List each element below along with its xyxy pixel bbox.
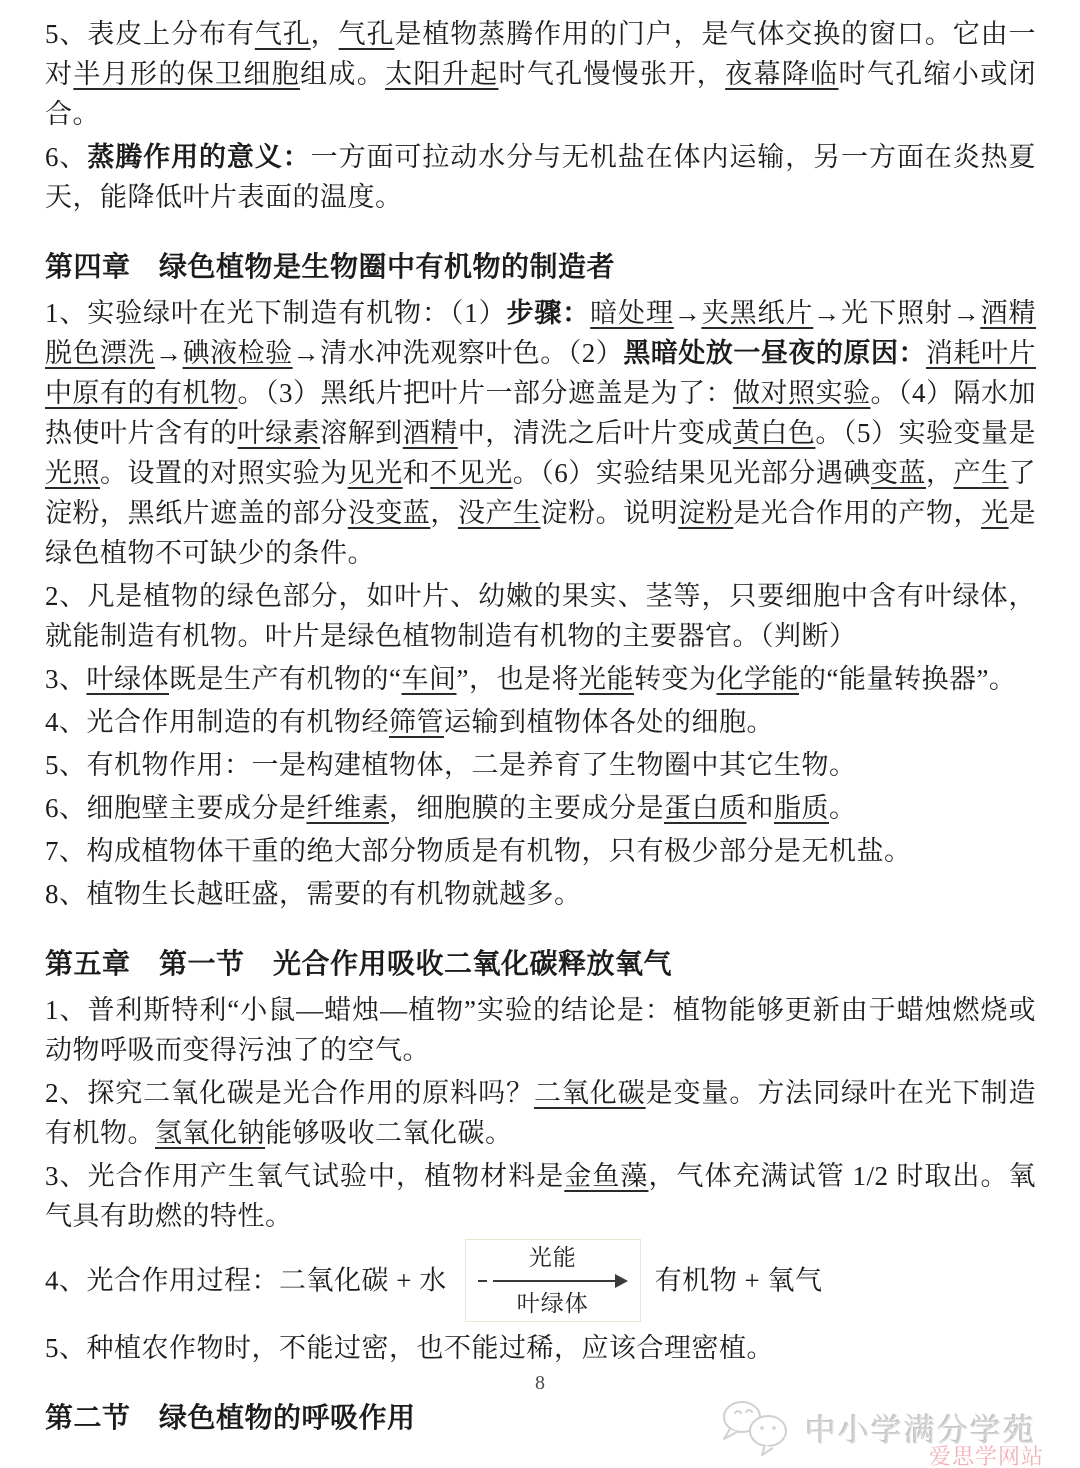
- paragraph-growth-organics: [45, 874, 1036, 914]
- underlined-run: 气孔: [254, 19, 311, 49]
- text-run: 4、光合作用制造的有机物经: [45, 707, 389, 737]
- paragraph-organic-function: [45, 745, 1036, 785]
- wechat-bubbles-icon: [719, 1398, 795, 1456]
- arrow-dash: [478, 1280, 487, 1282]
- text-run: 5、表皮上分布有: [45, 19, 255, 49]
- underlined-run: 光: [981, 498, 1009, 528]
- text-run: 7、构成植物体干重的绝大部分物质是有机物，只有极少部分是无机盐。: [45, 836, 912, 866]
- paragraph-priestley-experiment: [45, 990, 1036, 1070]
- text-run: 组成。: [300, 59, 386, 89]
- text-run: 是变量。方法同绿叶在光下制造有机物。: [45, 1078, 1037, 1148]
- paragraph-stomata: [45, 14, 1036, 134]
- text-run: ，气体充满试管 1/2 时取出。氧气具有助燃的特性。: [45, 1161, 1037, 1231]
- text-run: →光下照射→: [813, 298, 981, 328]
- underlined-run: 车间: [401, 664, 457, 694]
- text-run: 时气孔缩小或闭合。: [45, 59, 1037, 129]
- reaction-condition-box: [465, 1239, 641, 1322]
- arrow-shaft: [493, 1280, 616, 1282]
- underlined-run: 氢氧化钠: [155, 1118, 265, 1148]
- underlined-run: 酒精: [402, 418, 458, 448]
- underlined-run: 夜幕降临: [725, 59, 839, 89]
- underlined-run: 脂质: [774, 793, 829, 823]
- text-run: 的“能量转换器”。: [798, 664, 1017, 694]
- text-run: 3、光合作用产生氧气试验中，植物材料是: [45, 1161, 565, 1191]
- bold-run: 蒸腾作用的意义：: [87, 142, 311, 172]
- bold-run: 黑暗处放一昼夜的原因：: [623, 338, 926, 368]
- chapter4-heading: 第四章 绿色植物是生物圈中有机物的制造者: [45, 251, 616, 282]
- text-run: 是绿色植物不可缺少的条件。: [45, 498, 1037, 568]
- underlined-run: 纤维素: [306, 793, 389, 823]
- text-run: 5、有机物作用：一是构建植物体，二是养育了生物圈中其它生物。: [45, 750, 857, 780]
- paragraph-experiment-light-organics: [45, 293, 1036, 573]
- text-run: 1、实验绿叶在光下制造有机物：（1）: [45, 298, 507, 328]
- text-run: 。（5）实验变量是: [815, 418, 1037, 448]
- bold-run: 步骤：: [506, 298, 591, 328]
- formula-reactants: 4、光合作用过程：二氧化碳 + 水: [45, 1265, 447, 1296]
- text-run: 既是生产有机物的“: [169, 664, 402, 694]
- underlined-run: 酒精脱色漂洗: [45, 298, 1037, 368]
- underlined-run: 半月形的保卫细胞: [73, 59, 301, 89]
- text-run: 。（6）实验结果见光部分遇碘: [512, 458, 871, 488]
- underlined-run: 见光: [347, 458, 403, 488]
- paragraph-co2-raw-material: [45, 1073, 1036, 1153]
- arrow-head: [615, 1274, 628, 1288]
- underlined-run: 淀粉: [678, 498, 734, 528]
- paragraph-photosynthesis-formula: [45, 1242, 1036, 1325]
- underlined-run: 消耗叶片中原有的有机物: [45, 338, 1037, 408]
- underlined-run: 没产生: [457, 498, 541, 528]
- text-run: 是光合作用的产物，: [733, 498, 982, 528]
- text-run: 时气孔慢慢张开，: [498, 59, 726, 89]
- text-run: 转变为: [633, 664, 717, 694]
- paragraph-transpiration-significance: [45, 137, 1036, 217]
- underlined-run: 二氧化碳: [533, 1078, 646, 1108]
- underlined-run: 不见光: [430, 458, 513, 488]
- text-run: 。: [829, 793, 857, 823]
- text-run: 一方面可拉动水分与无机盐在体内运输，另一方面在炎热夏天，能降低叶片表面的温度。: [45, 142, 1037, 212]
- text-run: 能够吸收二氧化碳。: [265, 1118, 513, 1148]
- paragraph-dry-weight: [45, 831, 1036, 871]
- brand-text: 中小学满分学苑: [805, 1412, 1036, 1448]
- reaction-arrow-icon: [478, 1274, 628, 1288]
- text-run: →: [673, 298, 702, 328]
- underlined-run: 夹黑纸片: [701, 298, 814, 328]
- text-run: 8、植物生长越旺盛，需要的有机物就越多。: [45, 879, 582, 909]
- underlined-run: 气孔: [338, 19, 395, 49]
- underlined-run: 变蓝: [870, 458, 926, 488]
- underlined-run: 叶绿体: [86, 664, 169, 694]
- text-run: 6、细胞壁主要成分是: [45, 793, 307, 823]
- paragraph-chloroplast-workshop: [45, 659, 1036, 699]
- paragraph-sieve-tube: [45, 702, 1036, 742]
- text-run: →: [155, 338, 183, 368]
- underlined-run: 光照: [45, 458, 101, 488]
- text-run: 是植物蒸腾作用的门户，是气体交换的窗口。它由一对: [45, 19, 1037, 89]
- text-run: 5、种植农作物时，不能过密，也不能过稀，应该合理密植。: [45, 1333, 774, 1363]
- underlined-run: 筛管: [389, 707, 444, 737]
- text-run: ，细胞膜的主要成分是: [389, 793, 664, 823]
- underlined-run: 产生: [953, 458, 1009, 488]
- text-run: ”，也是将: [456, 664, 579, 694]
- text-run: 了淀粉，黑纸片遮盖的部分: [45, 458, 1037, 528]
- text-run: 运输到植物体各处的细胞。: [444, 707, 774, 737]
- paragraph-cell-wall: [45, 788, 1036, 828]
- text-run: 1、普利斯特利“小鼠—蜡烛—植物”实验的结论是：植物能够更新由于蜡烛燃烧或动物呼吸而变得污浊了的空气。: [45, 995, 1036, 1065]
- text-run: 。（4）隔水加热使叶片含有的: [45, 378, 1036, 448]
- underlined-run: 太阳升起: [385, 59, 499, 89]
- paragraph-green-parts: [45, 576, 1036, 656]
- text-run: 中，清洗之后叶片变成: [457, 418, 733, 448]
- text-run: 淀粉。说明: [540, 498, 679, 528]
- light-energy-label: 光能: [528, 1245, 577, 1270]
- reaction-condition-stack: [465, 1239, 641, 1322]
- chloroplast-label: 叶绿体: [516, 1291, 589, 1316]
- section2-heading: 第二节 绿色植物的呼吸作用: [45, 1402, 416, 1433]
- paragraph-oxygen-test: [45, 1156, 1036, 1236]
- underlined-run: 做对照实验: [733, 378, 871, 408]
- text-run: 。（3）黑纸片把叶片一部分遮盖是为了：: [237, 378, 733, 408]
- text-run: 2、凡是植物的绿色部分，如叶片、幼嫩的果实、茎等，只要细胞中含有叶绿体，就能制造有机物。叶片是绿色植物制造有机物的主要器官。（判断）: [45, 581, 1036, 651]
- underlined-run: 没变蓝: [347, 498, 431, 528]
- text-run: 2、探究二氧化碳是光合作用的原料吗？: [45, 1078, 534, 1108]
- formula-products: 有机物 + 氧气: [654, 1265, 823, 1296]
- text-run: ，: [310, 19, 339, 49]
- text-run: 3、: [45, 664, 87, 694]
- paragraph-planting-density: [45, 1328, 1036, 1368]
- text-run: 。设置的对照实验为: [100, 458, 348, 488]
- text-run: ，: [430, 498, 458, 528]
- underlined-run: 金鱼藻: [564, 1161, 649, 1191]
- page-number: 8: [535, 1372, 545, 1394]
- text-run: 6、: [45, 142, 88, 172]
- underlined-run: 暗处理: [590, 298, 674, 328]
- underlined-run: 化学能: [716, 664, 799, 694]
- site-watermark: 爱思学网站: [928, 1444, 1044, 1468]
- text-run: →清水冲洗观察叶色。（2）: [292, 338, 624, 368]
- chapter5-section1-heading: 第五章 第一节 光合作用吸收二氧化碳释放氧气: [45, 948, 673, 979]
- underlined-run: 叶绿素: [237, 418, 321, 448]
- text-run: 溶解到: [320, 418, 403, 448]
- text-run: 和: [402, 458, 431, 488]
- underlined-run: 碘液检验: [182, 338, 293, 368]
- text-run: 和: [746, 793, 774, 823]
- underlined-run: 蛋白质: [664, 793, 747, 823]
- underlined-run: 黄白色: [732, 418, 816, 448]
- underlined-run: 光能: [578, 664, 634, 694]
- text-run: ，: [925, 458, 954, 488]
